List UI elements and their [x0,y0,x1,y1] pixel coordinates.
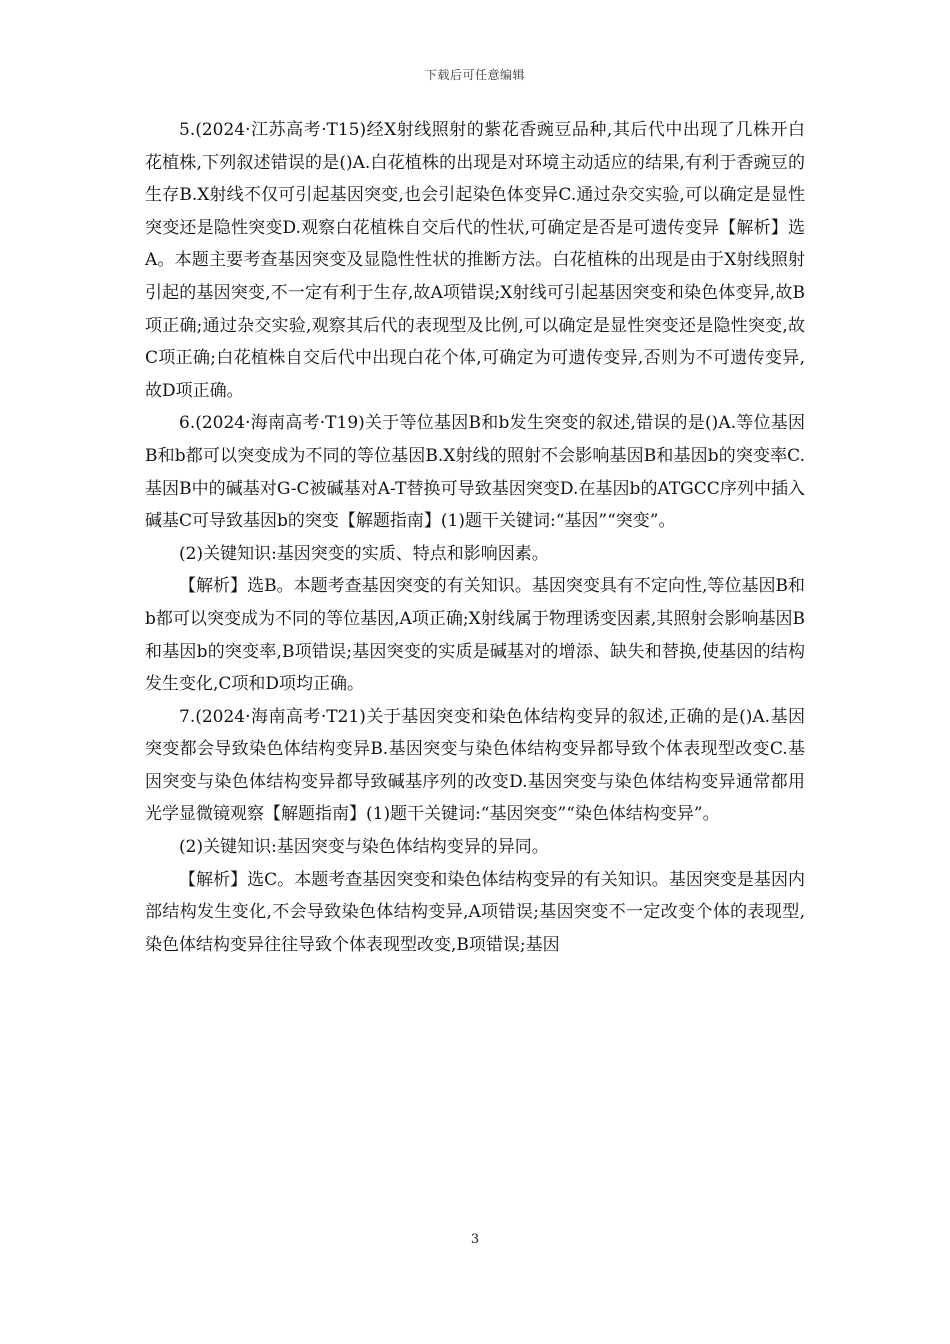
question-7-analysis: 【解析】选C。本题考查基因突变和染色体结构变异的有关知识。基因突变是基因内部结构发生变化,不会导致染色体结构变异,A项错误;基因突变不一定改变个体的表现型,染色体结构变异往往导致个体表现型改变,B项错误;基因 [145,869,805,955]
document-body [145,114,805,961]
question-6-key-knowledge: (2)关键知识:基因突变的实质、特点和影响因素。 [179,543,549,564]
question-7-paragraph: 7.(2024·海南高考·T21)关于基因突变和染色体结构变异的叙述,正确的是()A.基因突变都会导致染色体结构变异B.基因突变与染色体结构变异都导致个体表现型改变C.基因突变与染色体结构变异都导致碱基序列的改变D.基因突变与染色体结构变异通常都用光学显微镜观察【解题指南】(1)题干关键词:“基因突变”“染色体结构变异”。 [145,706,805,825]
question-6-analysis: 【解析】选B。本题考查基因突变的有关知识。基因突变具有不定向性,等位基因B和b都可以突变成为不同的等位基因,A项正确;X射线属于物理诱变因素,其照射会影响基因B和基因b的突变率,B项错误;基因突变的实质是碱基对的增添、缺失和替换,使基因的结构发生变化,C项和D项均正确。 [145,576,805,695]
question-5-paragraph: 5.(2024·江苏高考·T15)经X射线照射的紫花香豌豆品种,其后代中出现了几株开白花植株,下列叙述错误的是()A.白花植株的出现是对环境主动适应的结果,有利于香豌豆的生存B.X射线不仅可引起基因突变,也会引起染色体变异C.通过杂交实验,可以确定是显性突变还是隐性突变D.观察白花植株自交后代的性状,可确定是否是可遗传变异【解析】选A。本题主要考查基因突变及显隐性性状的推断方法。白花植株的出现是由于X射线照射引起的基因突变,不一定有利于生存,故A项错误;X射线可引起基因突变和染色体变异,故B项正确;通过杂交实验,观察其后代的表现型及比例,可以确定是显性突变还是隐性突变,故C项正确;白花植株自交后代中出现白花个体,可确定为可遗传变异,否则为不可遗传变异,故D项正确。 [145,120,805,401]
question-6-paragraph: 6.(2024·海南高考·T19)关于等位基因B和b发生突变的叙述,错误的是()A.等位基因B和b都可以突变成为不同的等位基因B.X射线的照射不会影响基因B和基因b的突变率C.基因B中的碱基对G-C被碱基对A-T替换可导致基因突变D.在基因b的ATGCC序列中插入碱基C可导致基因b的突变【解题指南】(1)题干关键词:“基因”“突变”。 [145,413,805,532]
page-number: 3 [470,1232,480,1247]
page-header: 下载后可任意编辑 [424,68,525,82]
question-7-key-knowledge: (2)关键知识:基因突变与染色体结构变异的异同。 [179,837,549,858]
